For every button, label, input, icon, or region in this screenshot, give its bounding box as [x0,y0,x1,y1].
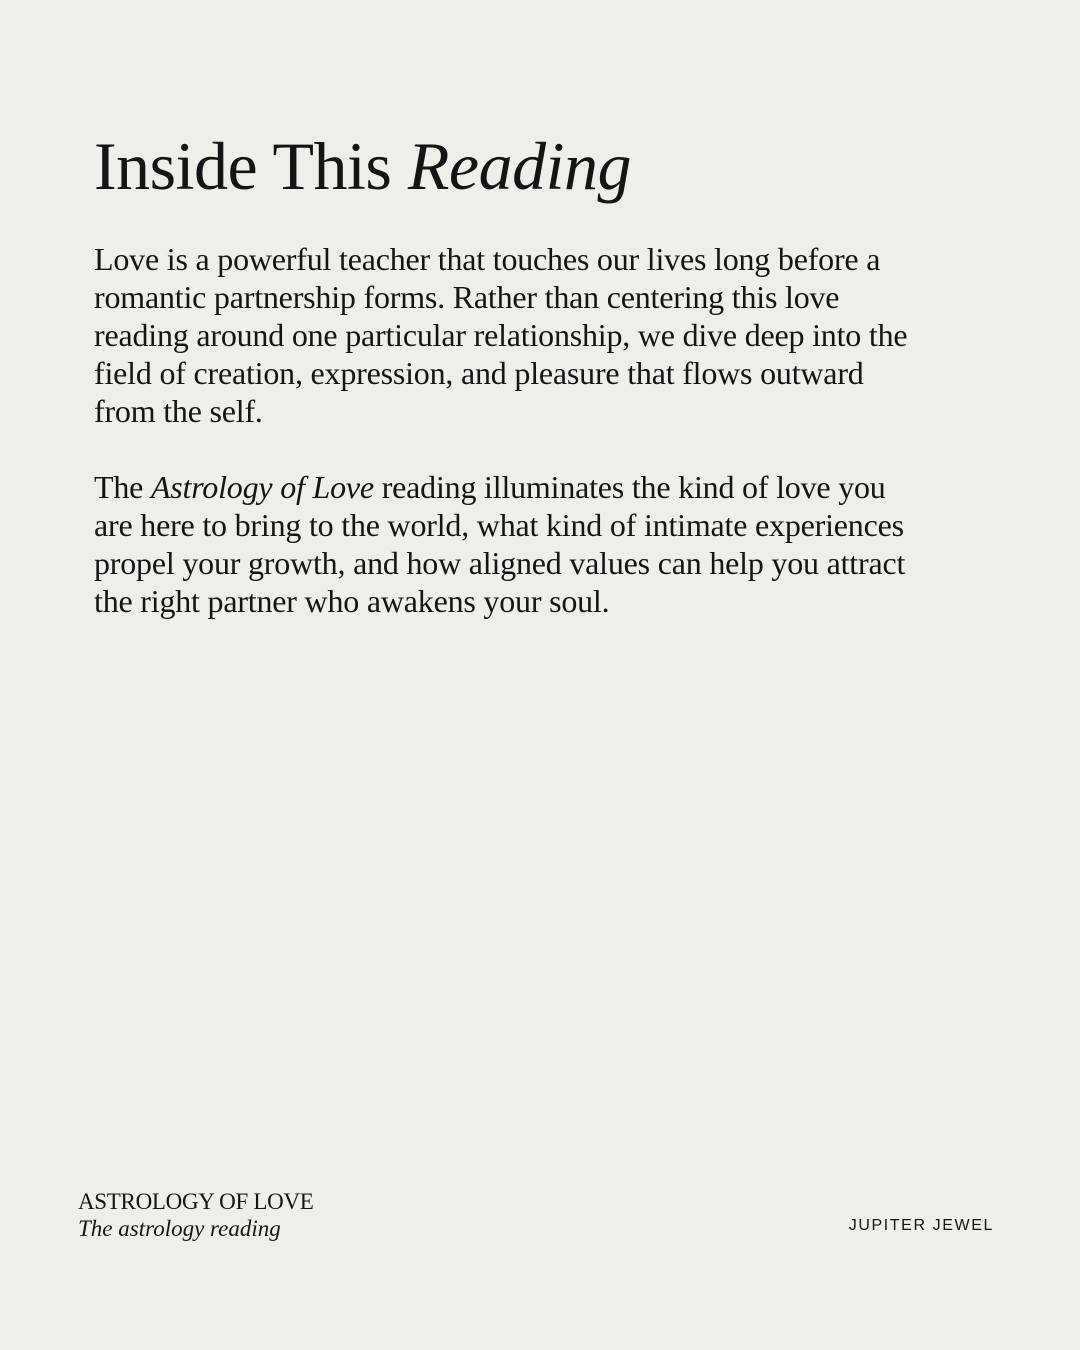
body-text [94,240,914,620]
page-title [94,126,631,206]
title-prefix: Inside This [94,128,408,204]
footer-branding [78,1188,314,1242]
brand-name: JUPITER JEWEL [848,1217,994,1234]
paragraph-emphasis: Astrology of Love [150,469,374,505]
footer-subtitle: The astrology reading [78,1216,281,1241]
paragraph-intro: Love is a powerful teacher that touches our lives long before a romantic partnership forms. Rather than centering this love reading around one particular relationship, we dive deep into the field of creation, expression, and pleasure that flows outward from the self. [94,241,908,429]
title-emphasis: Reading [407,128,631,204]
paragraph-lead: The [94,469,151,505]
footer-title: ASTROLOGY OF LOVE [78,1189,314,1214]
paragraph-rest: reading illuminates the kind of love you are here to bring to the world, what kind of intimate experiences propel your growth, and how aligned values can help you attract the right partner who awakens your soul. [94,469,906,619]
paragraph-description [94,468,914,620]
